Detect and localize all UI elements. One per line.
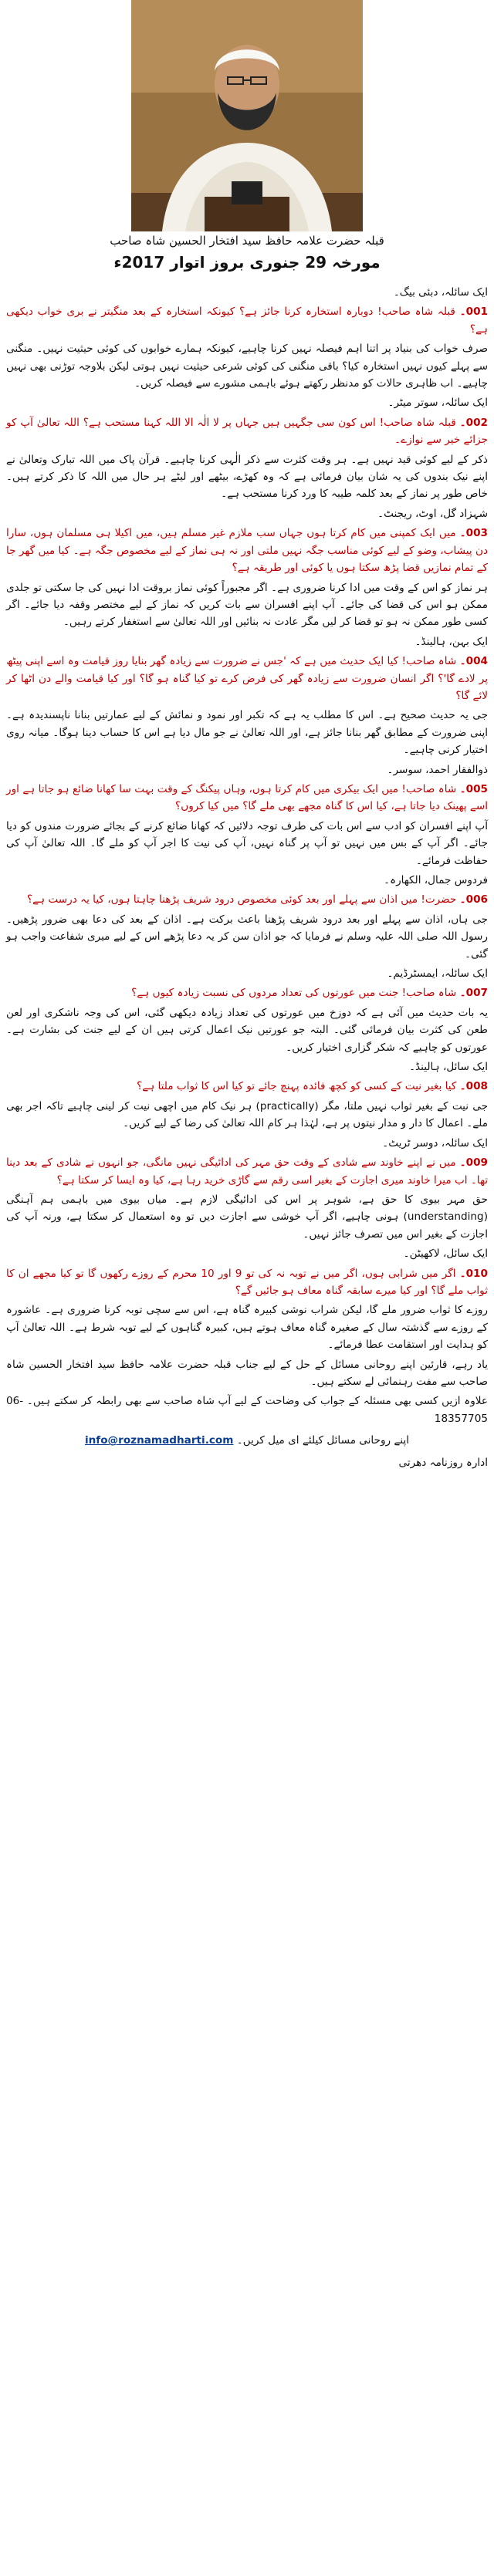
- contact-line: [6, 1393, 488, 1427]
- question-number: 002: [465, 416, 488, 429]
- email-link[interactable]: info@roznamadharti.com: [84, 1434, 234, 1447]
- question-text: کیا بغیر نیت کے کسی کو کچھ فائدہ پہنچ جائے تو کیا اس کا ثواب ملتا ہے؟: [137, 1080, 457, 1093]
- qa-content: [6, 284, 488, 1474]
- asker-line: ایک سائل، ہالینڈ۔: [409, 1061, 488, 1074]
- question-sep: ۔: [459, 306, 466, 319]
- question-text: حضرت! میں اذان سے پہلے اور بعد کوئی مخصوص درود شریف پڑھنا چاہتا ہوں، کیا یہ درست ہے؟: [26, 893, 457, 906]
- email-label: اپنے روحانی مسائل کیلئے ای میل کریں۔: [236, 1434, 410, 1447]
- closing-note: یاد رہے، قارئین اپنے روحانی مسائل کے حل کے لیے جناب قبلہ حضرت علامہ حافظ سید افتخار الحسین شاہ صاحب سے مفت رہنمائی لے سکتے ہیں۔: [6, 1358, 488, 1388]
- question-number: 001: [465, 306, 488, 319]
- question-sep: ۔: [459, 1156, 466, 1170]
- question-text: شاہ صاحب! کیا ایک حدیث میں ہے کہ 'جس نے ضرورت سے زیادہ گھر بنایا روز قیامت وہ اسے اپنی پیٹھ پر لادے گا'؟ اگر انسان ضرورت سے زیادہ گھر کی فرض کرے تو کیا گناہ ہو گا؟ اور کیا قیامت والے دن اٹھا کر لائے گا؟: [6, 655, 488, 702]
- asker-line: ایک سائلہ، سوتر میٹر۔: [387, 397, 488, 410]
- question-text: شاہ صاحب! جنت میں عورتوں کی تعداد مردوں کی نسبت زیادہ کیوں ہے؟: [131, 987, 457, 1000]
- asker-line: ایک بہن، ہالینڈ۔: [414, 635, 488, 648]
- answer-text: یہ بات حدیث میں آئی ہے کہ دوزخ میں عورتوں کی تعداد زیادہ دیکھی گئی، اس کی وجہ ناشکری اور لعن طعن کی کثرت بیان فرمائی گئی۔ البتہ جو عورتیں نیک اعمال کرتی ہیں ان کے لیے جنت کی بشارت ہے۔ عورتوں کو چاہیے کہ شکر گزاری اختیار کریں۔: [6, 1006, 488, 1054]
- question-sep: ۔: [459, 655, 466, 668]
- question-text: شاہ صاحب! میں ایک بیکری میں کام کرتا ہوں، وہاں پیکنگ کے وقت بہت سا کھانا ضائع ہو جاتا ہے اور اسے پھینک دیا جاتا ہے، کیا اس کا گناہ مجھے بھی ملے گا؟ میں کیا کروں؟: [6, 782, 488, 813]
- email-line: [6, 1432, 488, 1449]
- question-sep: ۔: [459, 1080, 466, 1093]
- photo-caption: قبلہ حضرت علامہ حافظ سید افتخار الحسین شاہ صاحب: [110, 234, 384, 248]
- question-sep: ۔: [459, 987, 466, 1000]
- question-number: 003: [465, 527, 488, 540]
- question-sep: ۔: [459, 782, 466, 795]
- answer-text: صرف خواب کی بنیاد پر اتنا اہم فیصلہ نہیں کرنا چاہیے، کیونکہ ہمارے خوابوں کی کوئی حیثیت نہیں۔ منگنی سے پہلے کیوں نہیں استخارہ کیا؟ باقی منگنی کی کوئی شرعی حیثیت نہیں ہوتی لیکن بلاوجہ توڑنی بھی نہیں چاہیے۔ اب ظاہری حالات کو مدنظر رکھتے ہوئے باہمی مشورے سے فیصلہ کریں۔: [6, 343, 488, 390]
- question-number: 007: [465, 987, 488, 1000]
- portrait-photo: [131, 0, 363, 231]
- answer-text: آپ اپنے افسران کو ادب سے اس بات کی طرف توجہ دلائیں کہ کھانا ضائع کرنے کے بجائے ضرورت مندوں کو دیا جائے۔ اگر آپ کے بس میں نہیں تو آپ پر گناہ نہیں، آپ کی نیت کا اجر آپ کو ملے گا۔ اللہ تعالیٰ آپ کی حفاظت فرمائے۔: [6, 819, 488, 867]
- asker-line: شہزاد گل، اوٹ، ریجنٹ۔: [377, 507, 488, 520]
- question-sep: ۔: [459, 1267, 466, 1280]
- question-text: قبلہ شاہ صاحب! اس کون سی جگہیں ہیں جہاں پر لا الٰہ الا اللہ کہنا مستحب ہے؟ اللہ تعالیٰ آپ کو جزائے خیر سے نوازے۔: [6, 416, 488, 447]
- question-number: 008: [465, 1080, 488, 1093]
- question-number: 010: [465, 1267, 488, 1280]
- question-text: میں ایک کمپنی میں کام کرتا ہوں جہاں سب ملازم غیر مسلم ہیں، میں اکیلا ہی مسلمان ہوں، سارا دن پیشاب، وضو کے لیے کوئی مناسب جگہ نہیں ملتی اور نہ ہی نماز کے لیے مخصوص جگہ ہے۔ کیا میں گھر جا کے تمام نمازیں قضا پڑھ سکتا ہوں یا کوئی اور طریقہ ہے؟: [6, 527, 488, 575]
- question-number: 005: [465, 782, 489, 795]
- answer-text: جی نیت کے بغیر ثواب نہیں ملتا، مگر (practically) ہر نیک کام میں اچھی نیت کر لینی چاہیے تاکہ اجر بھی ملے۔ اعمال کا دار و مدار نیتوں پر ہے، لہٰذا ہر کام اللہ تعالیٰ کی رضا کے لیے کریں۔: [6, 1099, 489, 1130]
- asker-line: ایک سائل، لاکھیٹن۔: [403, 1247, 488, 1261]
- question-sep: ۔: [459, 416, 466, 429]
- footer-credit: ادارہ روزنامہ دھرتی: [398, 1456, 488, 1469]
- question: [6, 1265, 488, 1300]
- question-sep: ۔: [459, 527, 466, 540]
- answer-text: ذکر کے لیے کوئی قید نہیں ہے۔ ہر وقت کثرت سے ذکر الٰہی کرنا چاہیے۔ قرآن پاک میں اللہ تبارک وتعالیٰ نے اپنے نیک بندوں کی یہ شان بیان فرمائی ہے کہ وہ کھڑے، بیٹھے اور لیٹے ہر حال میں اللہ کا ذکر کرتے ہیں۔ خاص طور پر نماز کے بعد کلمہ طیبہ کا ورد کرنا مستحب ہے۔: [6, 453, 488, 501]
- asker-line: فردوس جمال، الکھارہ۔: [384, 874, 488, 886]
- question-number: 009: [465, 1156, 488, 1170]
- question: [6, 781, 488, 815]
- asker-line: ذوالفقار احمد، سوسر۔: [387, 763, 488, 776]
- question-text: میں نے اپنے خاوند سے شادی کے وقت حق مہر کی ادائیگی نہیں مانگی، جو انہوں نے شادی کے بعد دینا تھا۔ اب میرا خاوند میری اجازت کے بغیر اسی رقم سے گاڑی خرید رہا ہے، کیا وہ ایسا کر سکتا ہے؟: [6, 1156, 488, 1187]
- phone-number[interactable]: 06-18357705: [6, 1395, 488, 1425]
- publication-date: مورخہ 29 جنوری بروز اتوار 2017ء: [113, 253, 381, 272]
- question: [6, 525, 488, 576]
- question: [6, 984, 488, 1001]
- question: [6, 1154, 488, 1189]
- question: [6, 414, 488, 449]
- answer-text: روزے کا ثواب ضرور ملے گا، لیکن شراب نوشی کبیرہ گناہ ہے، اس سے سچی توبہ کرنا ضروری ہے۔ عاشورہ کے روزے سے گذشتہ سال کے صغیرہ گناہ معاف ہوتے ہیں، کبیرہ گناہوں کے لیے توبہ شرط ہے۔ اللہ تعالیٰ آپ کو ہدایت اور استقامت عطا فرمائے۔: [6, 1304, 488, 1352]
- question-text: قبلہ شاہ صاحب! دوبارہ استخارہ کرنا جائز ہے؟ کیونکہ استخارہ کے بعد منگیتر نے بری خواب دیکھی ہے؟: [6, 306, 488, 336]
- question-number: 006: [465, 893, 488, 906]
- question-number: 004: [465, 655, 488, 668]
- portrait-icon: [131, 0, 363, 231]
- question: [6, 653, 488, 704]
- question-sep: ۔: [459, 893, 466, 906]
- answer-text: جی یہ حدیث صحیح ہے۔ اس کا مطلب یہ ہے کہ تکبر اور نمود و نمائش کے لیے عمارتیں بنانا ناپسندیدہ ہے۔ اپنی ضرورت کے مطابق گھر بنانا جائز ہے، اور اللہ تعالیٰ نے جو مال دیا ہے اس کا حساب دینا ہوگا۔ میانہ روی اختیار کرنی چاہیے۔: [6, 709, 488, 757]
- question: [6, 891, 488, 908]
- question-text: اگر میں شرابی ہوں، اگر میں نے توبہ نہ کی تو 9 اور 10 محرم کے روزے رکھوں گا تو کیا مجھے ان کا ثواب ملے گا؟ اور کیا میرے سابقہ گناہ معاف ہو جائیں گے؟: [6, 1267, 488, 1297]
- answer-text: جی ہاں، اذان سے پہلے اور بعد درود شریف پڑھنا باعث برکت ہے۔ اذان کے بعد کی دعا بھی ضرور پڑھیں۔ رسول اللہ صلی اللہ علیہ وسلم نے فرمایا کہ جو اذان سن کر یہ دعا پڑھے اس کے لیے میری شفاعت واجب ہو گئی۔: [6, 913, 488, 961]
- asker-line: ایک سائلہ، ایمسٹرڈیم۔: [387, 967, 488, 981]
- answer-text: حق مہر بیوی کا حق ہے، شوہر پر اس کی ادائیگی لازم ہے۔ میاں بیوی میں باہمی ہم آہنگی (understanding) ہونی چاہیے، اگر آپ خوشی سے اجازت دیں تو وہ استعمال کر سکتا ہے، ورنہ آپ کی اجازت کے بغیر اس میں تصرف جائز نہیں۔: [6, 1193, 488, 1241]
- asker-line: ایک سائلہ، دوسر ٹریٹ۔: [382, 1136, 488, 1150]
- question: [6, 303, 488, 338]
- asker-line: ایک سائلہ، دبئی بیگ۔: [393, 286, 488, 299]
- answer-text: ہر نماز کو اس کے وقت میں ادا کرنا ضروری ہے۔ اگر مجبوراً کوئی نماز بروقت ادا نہیں کی جا سکتی تو جلدی ممکن ہو اس کی قضا کی جائے۔ آپ اپنے افسران سے بات کریں کہ نماز کے لیے مختصر وقفہ دیا جائے۔ اگر کسی طور ممکن نہ ہو تو قضا کر لیں مگر عادت نہ بنائیں اور اللہ تعالیٰ سے استغفار کرتے رہیں۔: [6, 581, 488, 629]
- question: [6, 1078, 488, 1095]
- contact-text: علاوہ ازیں کسی بھی مسئلہ کے جواب کی وضاحت کے لیے آپ شاہ صاحب سے بھی رابطہ کر سکتے ہیں۔: [26, 1395, 488, 1408]
